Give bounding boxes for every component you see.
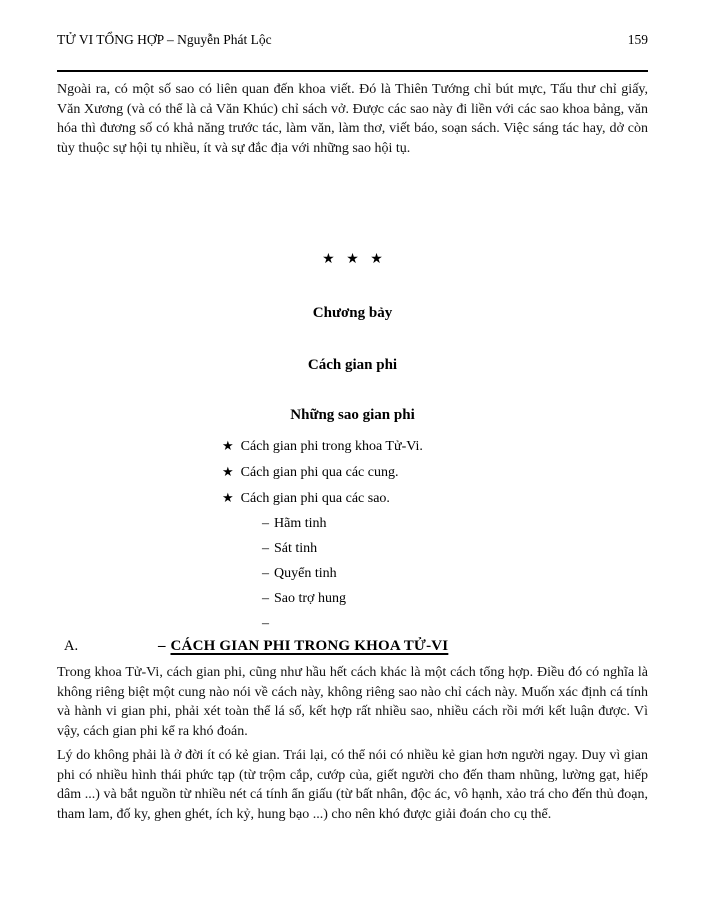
dash-bullet-icon: – — [262, 566, 269, 581]
body-paragraph: Trong khoa Tử-Vi, cách gian phi, cũng như hầu hết cách khác là một cách tổng hợp. Điều đó có nghĩa là không riêng biệt một cung nào nói về cách này, không riêng sao nào chỉ cách này. Muốn xác định cá tính và hành vi gian phi, phải xét toàn thể lá số, kết hợp rất nhiều sao, nhiều cách rồi mới kết luận được. Vì vậy, cách gian phi kể ra khó đoán. — [57, 665, 648, 739]
dash-bullet-icon: – — [262, 541, 269, 556]
dash-bullet-icon: – — [262, 516, 269, 531]
outline-subitem — [57, 586, 648, 611]
section-title: CÁCH GIAN PHI TRONG KHOA TỬ-VI — [170, 638, 449, 654]
body-paragraph: Lý do không phải là ở đời ít có kẻ gian. Trái lại, có thể nói có nhiều kẻ gian hơn người ngay. Duy vì gian phi có nhiều hình thái phức tạp (từ trộm cắp, cướp của, giết người cho đến tham nhũng, lường gạt, hiếp dâm ...) và bắt nguồn từ nhiều nét cá tính ẩn giấu (từ bất nhân, độc ác, vô hạnh, xảo trá cho đến thủ đoạn, tham lam, đố ky, ghen ghét, ích kỷ, hung bạo ...) cho nên khó được giải đoán cho cụ thể. — [57, 748, 648, 822]
header-divider-rule — [57, 70, 648, 72]
intro-paragraph: Ngoài ra, có một số sao có liên quan đến khoa viết. Đó là Thiên Tướng chỉ bút mực, Tấu thư chỉ giấy, Văn Xương (và có thể là cả Văn Khúc) chỉ sách vở. Được các sao này đi liền với các sao khoa bảng, văn hóa thì đương số có khả năng trước tác, làm văn, làm thơ, viết báo, soạn sách. Việc sáng tác hay, dở còn tùy thuộc sự hội tụ nhiều, ít và sự đắc địa với những sao hội tụ. — [57, 82, 648, 156]
page-number: 159 — [627, 32, 648, 47]
star-bullet-icon: ★ — [222, 438, 234, 453]
page-header — [57, 31, 648, 49]
section-letter: A. — [64, 638, 79, 654]
outline-subitem-label: Quyển tinh — [274, 566, 337, 581]
outline-item — [57, 485, 648, 511]
chapter-subtitle: Những sao gian phi — [290, 407, 415, 423]
section-a-heading — [57, 636, 648, 656]
section-dash: – — [158, 638, 166, 654]
chapter-title: Cách gian phi — [307, 357, 398, 373]
outline-subitem — [57, 511, 648, 536]
chapter-label: Chương bảy — [312, 305, 393, 321]
outline-subitem — [57, 561, 648, 586]
outline-item — [57, 433, 648, 459]
outline-subitem — [57, 536, 648, 561]
outline-item-label: Cách gian phi qua các sao. — [240, 491, 390, 506]
star-bullet-icon: ★ — [222, 490, 234, 505]
outline-subitem-empty — [57, 611, 648, 636]
outline-item-label: Cách gian phi qua các cung. — [240, 465, 399, 480]
outline-subitem-label: Sao trợ hung — [274, 591, 346, 606]
outline-subitem-label: Hãm tinh — [274, 516, 327, 531]
dash-bullet-icon: – — [262, 591, 269, 606]
section-divider-stars-icon: ★ ★ ★ — [322, 252, 387, 267]
chapter-outline — [57, 433, 648, 636]
outline-subitem-label: Sát tinh — [274, 541, 318, 556]
outline-item-label: Cách gian phi trong khoa Tử-Vi. — [240, 439, 423, 454]
star-bullet-icon: ★ — [222, 464, 234, 479]
running-title: TỬ VI TỔNG HỢP – Nguyễn Phát Lộc — [57, 32, 272, 47]
dash-bullet-icon: – — [262, 616, 269, 631]
outline-item — [57, 459, 648, 485]
